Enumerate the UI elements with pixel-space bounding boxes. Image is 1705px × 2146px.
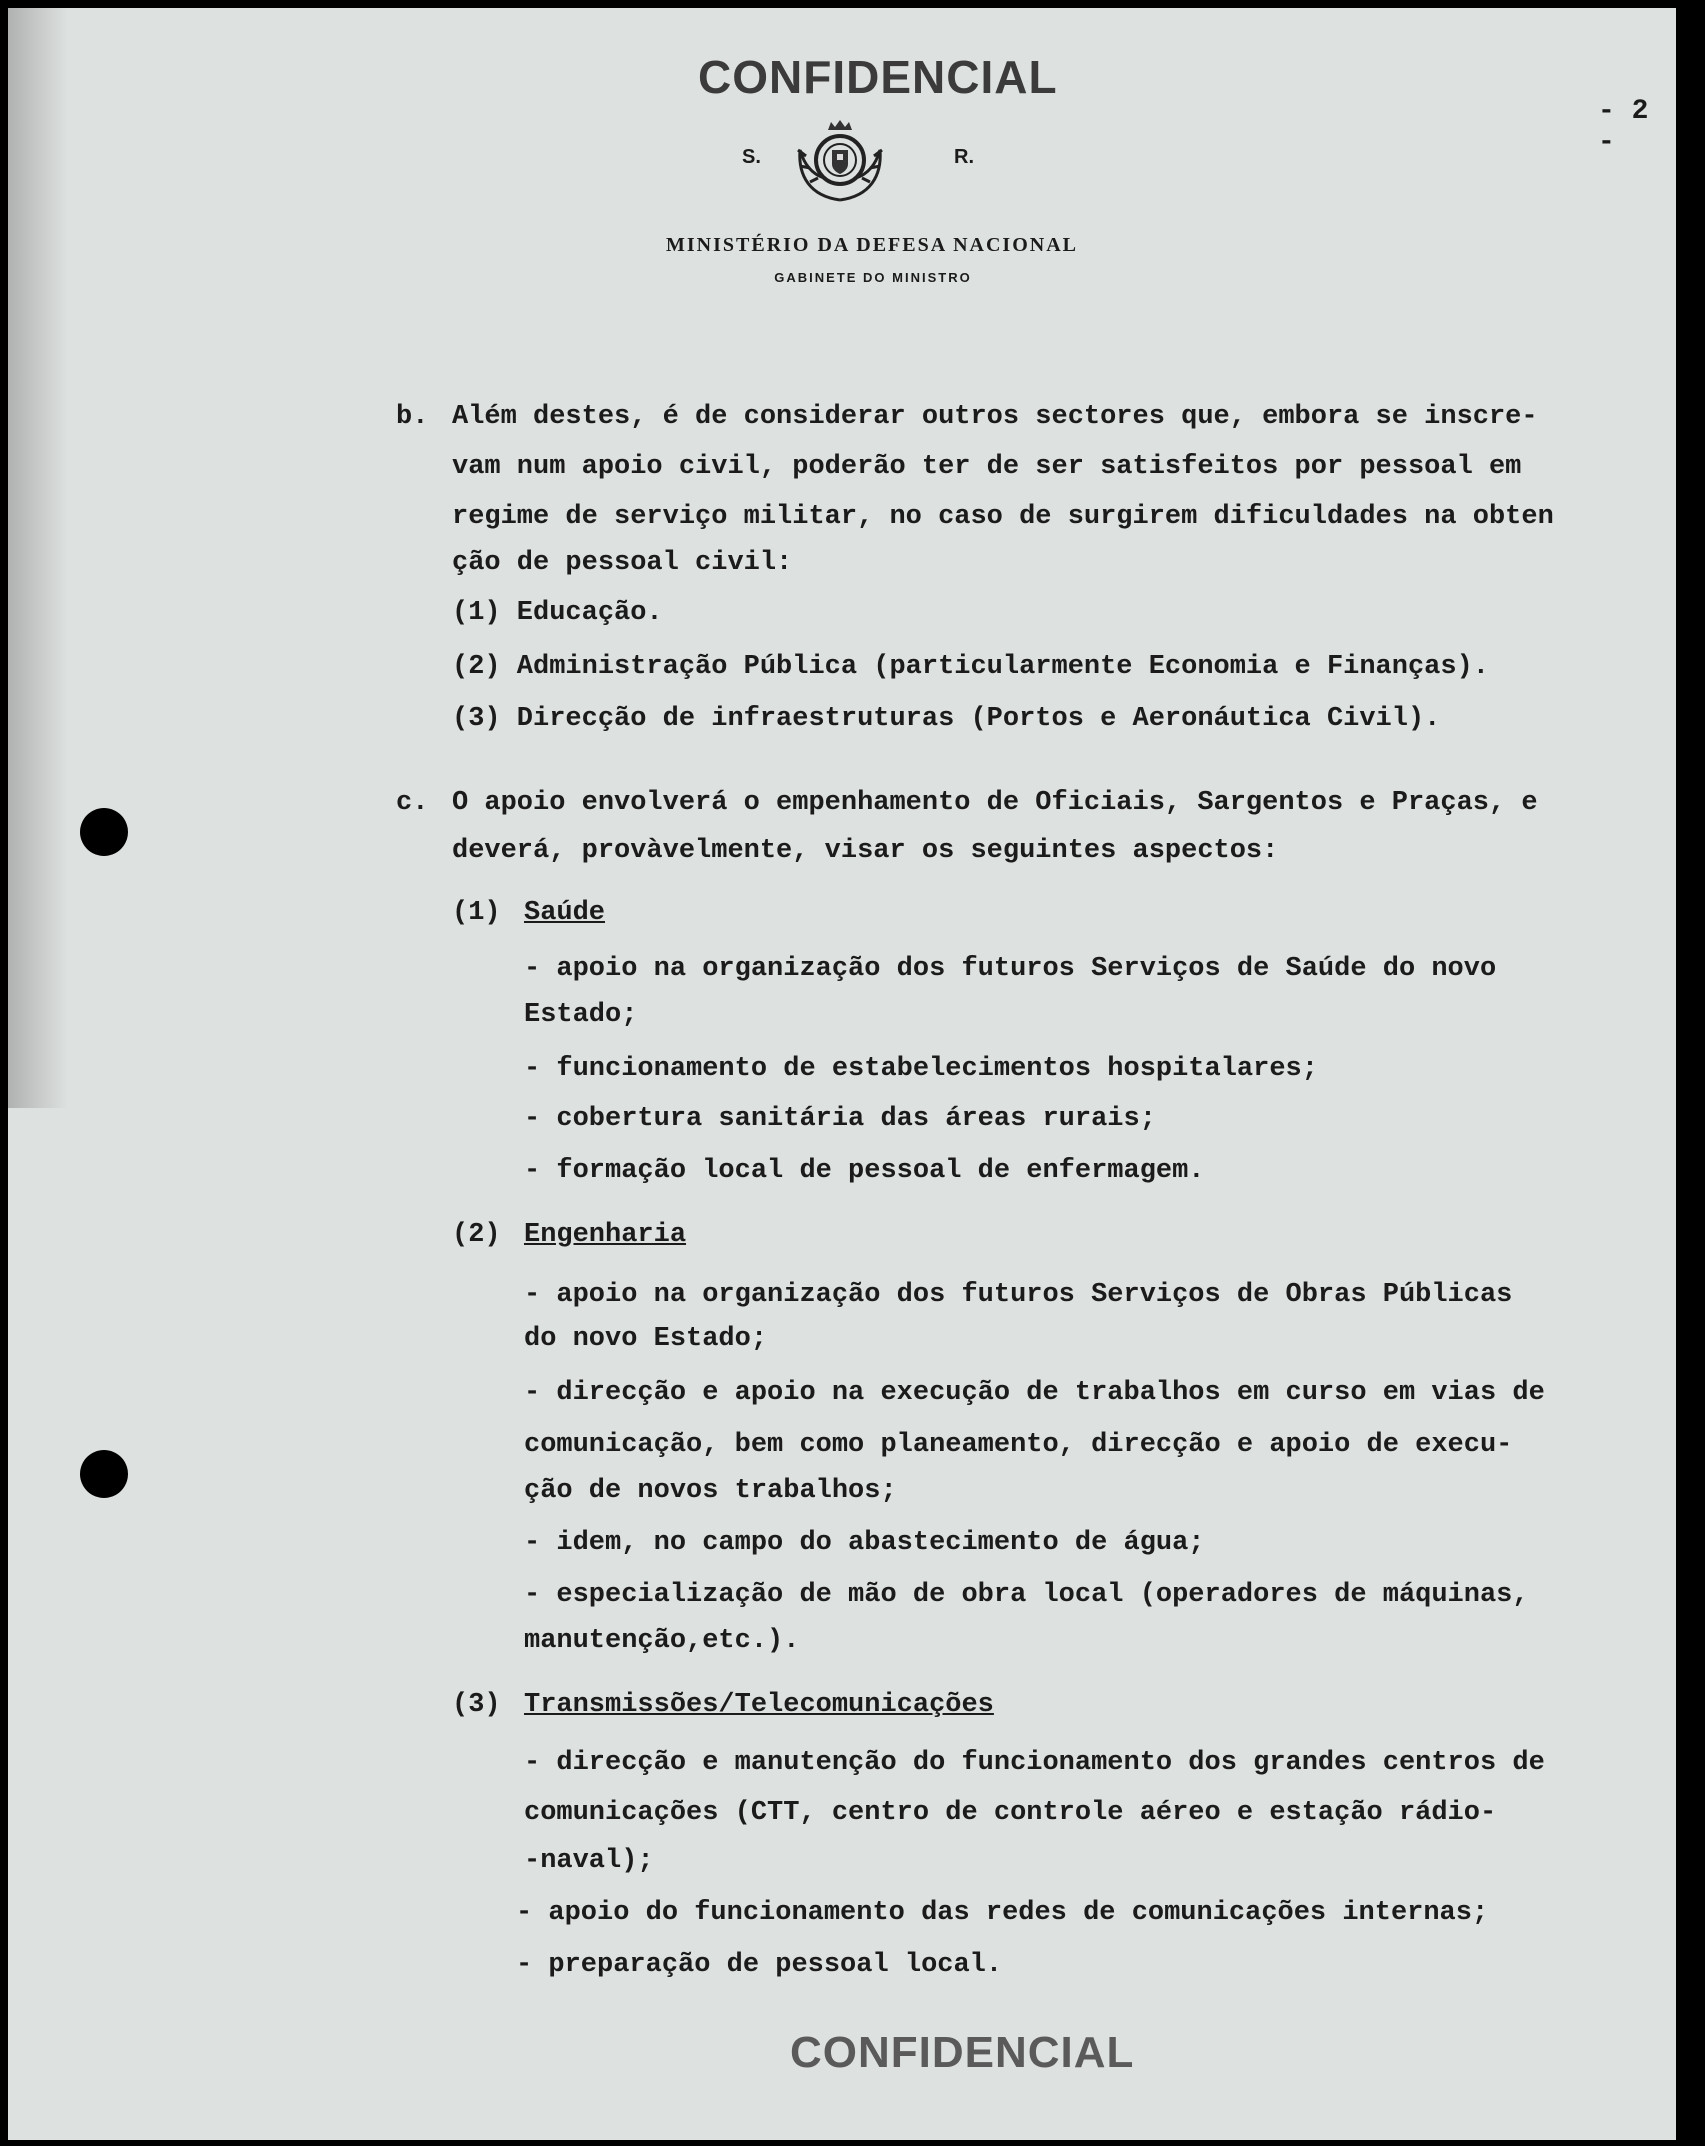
subsection-line: -naval); xyxy=(524,1846,654,1876)
subsection-number: (1) xyxy=(452,898,501,928)
subsection-line: manutenção,etc.). xyxy=(524,1626,800,1656)
subsection-title: Engenharia xyxy=(524,1220,687,1250)
subsection-line: comunicações (CTT, centro de controle aéreo e estação rádio- xyxy=(524,1798,1497,1828)
section-b-item: (1) Educação. xyxy=(452,598,663,628)
section-b-line: ção de pessoal civil: xyxy=(452,548,793,578)
subsection-title: Transmissões/Telecomunicações xyxy=(524,1690,994,1720)
subsection-line: - direcção e apoio na execução de trabalhos em curso em vias de xyxy=(524,1378,1545,1408)
classification-stamp-top: CONFIDENCIAL xyxy=(698,51,1058,103)
section-b-item: (2) Administração Pública (particularmente Economia e Finanças). xyxy=(452,652,1489,682)
section-c-marker: c. xyxy=(396,788,429,818)
seal-letter-left: S. xyxy=(742,146,761,168)
ministry-name: MINISTÉRIO DA DEFESA NACIONAL xyxy=(666,234,1078,256)
section-b-line: vam num apoio civil, poderão ter de ser satisfeitos por pessoal em xyxy=(452,452,1522,482)
subsection-line: - formação local de pessoal de enfermagem. xyxy=(524,1156,1205,1186)
subsection-line: Estado; xyxy=(524,1000,638,1030)
subsection-line: - preparação de pessoal local. xyxy=(516,1950,1003,1980)
subsection-line: - apoio do funcionamento das redes de comunicações internas; xyxy=(516,1898,1489,1928)
classification-stamp-bottom: CONFIDENCIAL xyxy=(790,2028,1135,2077)
section-b-item: (3) Direcção de infraestruturas (Portos e Aeronáutica Civil). xyxy=(452,704,1441,734)
subsection-line: comunicação, bem como planeamento, direcção e apoio de execu- xyxy=(524,1430,1513,1460)
page-number: - 2 - xyxy=(1598,96,1649,158)
document-body xyxy=(8,8,1676,2140)
section-b-line: Além destes, é de considerar outros sectores que, embora se inscre- xyxy=(452,402,1538,432)
document-page xyxy=(8,8,1676,2140)
subsection-line: ção de novos trabalhos; xyxy=(524,1476,897,1506)
subsection-line: - apoio na organização dos futuros Serviços de Saúde do novo xyxy=(524,954,1497,984)
seal-letter-right: R. xyxy=(954,146,974,168)
section-b-line: regime de serviço militar, no caso de surgirem dificuldades na obten xyxy=(452,502,1554,532)
subsection-line: - especialização de mão de obra local (operadores de máquinas, xyxy=(524,1580,1529,1610)
cabinet-name: GABINETE DO MINISTRO xyxy=(774,270,972,285)
subsection-number: (3) xyxy=(452,1690,501,1720)
subsection-title: Saúde xyxy=(524,898,606,928)
subsection-line: - cobertura sanitária das áreas rurais; xyxy=(524,1104,1156,1134)
subsection-number: (2) xyxy=(452,1220,501,1250)
section-c-line: deverá, provàvelmente, visar os seguintes aspectos: xyxy=(452,836,1279,866)
subsection-line: do novo Estado; xyxy=(524,1324,768,1354)
subsection-line: - apoio na organização dos futuros Serviços de Obras Públicas xyxy=(524,1280,1513,1310)
section-c-line: O apoio envolverá o empenhamento de Oficiais, Sargentos e Praças, e xyxy=(452,788,1538,818)
subsection-line: - idem, no campo do abastecimento de água; xyxy=(524,1528,1205,1558)
subsection-line: - funcionamento de estabelecimentos hospitalares; xyxy=(524,1054,1318,1084)
subsection-line: - direcção e manutenção do funcionamento dos grandes centros de xyxy=(524,1748,1545,1778)
section-b-marker: b. xyxy=(396,402,429,432)
